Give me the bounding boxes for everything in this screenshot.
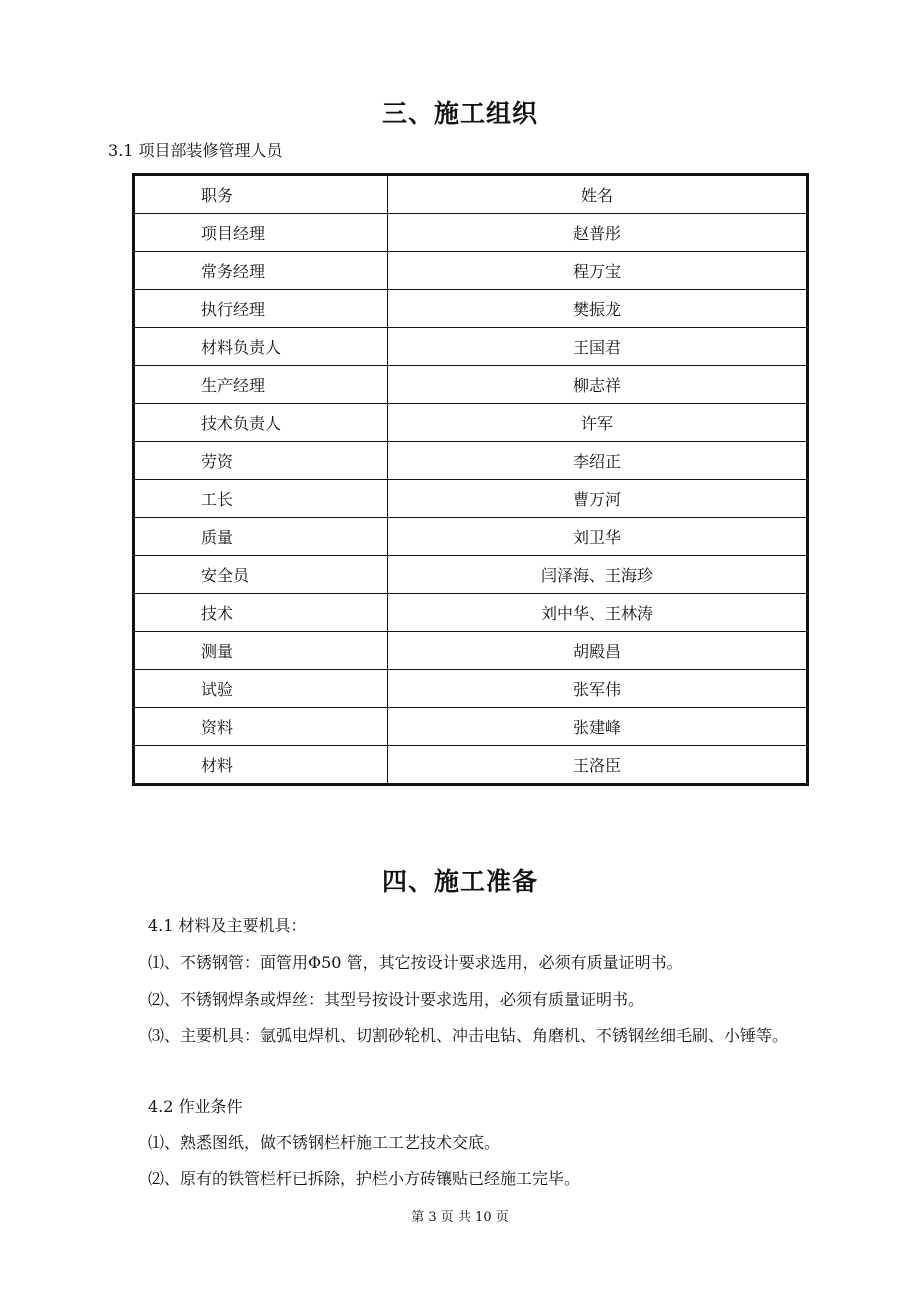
cell-position: 测量 (134, 632, 388, 670)
table-row (134, 708, 808, 746)
cell-position: 安全员 (134, 556, 388, 594)
cell-name: 程万宝 (388, 252, 808, 290)
table-row (134, 290, 808, 328)
cell-name: 王洛臣 (388, 746, 808, 785)
cell-position: 项目经理 (134, 214, 388, 252)
cell-name: 刘卫华 (388, 518, 808, 556)
cell-position: 技术 (134, 594, 388, 632)
cell-name: 刘中华、王林涛 (388, 594, 808, 632)
paragraph-welding-rod: ⑵、不锈钢焊条或焊丝：其型号按设计要求选用，必须有质量证明书。 (148, 990, 645, 1009)
cell-name: 张军伟 (388, 670, 808, 708)
cell-name: 闫泽海、王海珍 (388, 556, 808, 594)
cell-position: 资料 (134, 708, 388, 746)
table-row (134, 366, 808, 404)
cell-name: 许军 (388, 404, 808, 442)
table-row (134, 518, 808, 556)
cell-name: 李绍正 (388, 442, 808, 480)
paragraph-old-railing: ⑵、原有的铁管栏杆已拆除，护栏小方砖镶贴已经施工完毕。 (148, 1169, 581, 1188)
cell-name: 曹万河 (388, 480, 808, 518)
paragraph-4-2: 4.2 作业条件 (148, 1097, 243, 1116)
table-row (134, 594, 808, 632)
cell-position: 材料 (134, 746, 388, 785)
cell-name: 樊振龙 (388, 290, 808, 328)
cell-name: 张建峰 (388, 708, 808, 746)
section-4-title: 四、施工准备 (381, 867, 538, 896)
cell-name: 胡殿昌 (388, 632, 808, 670)
cell-position: 生产经理 (134, 366, 388, 404)
cell-name: 柳志祥 (388, 366, 808, 404)
table-row (134, 328, 808, 366)
table-row (134, 404, 808, 442)
paragraph-steel-pipe: ⑴、不锈钢管：面管用Φ50 管，其它按设计要求选用，必须有质量证明书。 (148, 953, 683, 972)
paragraph-main-tools: ⑶、主要机具：氩弧电焊机、切割砂轮机、冲击电钻、角磨机、不锈钢丝细毛刷、小锤等。 (148, 1026, 789, 1045)
cell-position: 执行经理 (134, 290, 388, 328)
header-position: 职务 (134, 175, 388, 214)
table-row (134, 556, 808, 594)
cell-position: 工长 (134, 480, 388, 518)
table-row (134, 670, 808, 708)
cell-position: 质量 (134, 518, 388, 556)
cell-position: 材料负责人 (134, 328, 388, 366)
table-row (134, 442, 808, 480)
paragraph-4-1: 4.1 材料及主要机具： (148, 916, 307, 935)
staff-table (132, 173, 809, 786)
cell-position: 试验 (134, 670, 388, 708)
table-row (134, 480, 808, 518)
paragraph-drawings: ⑴、熟悉图纸，做不锈钢栏杆施工工艺技术交底。 (148, 1133, 501, 1152)
table-row (134, 214, 808, 252)
cell-position: 劳资 (134, 442, 388, 480)
header-name: 姓名 (388, 175, 808, 214)
table-header-row (134, 175, 808, 214)
section-3-1-subtitle: 3.1 项目部装修管理人员 (108, 141, 283, 160)
section-3-title: 三、施工组织 (381, 99, 538, 128)
cell-name: 赵普彤 (388, 214, 808, 252)
table-row (134, 632, 808, 670)
table-row (134, 746, 808, 785)
page-footer: 第 3 页 共 10 页 (411, 1210, 509, 1225)
cell-name: 王国君 (388, 328, 808, 366)
cell-position: 技术负责人 (134, 404, 388, 442)
table-row (134, 252, 808, 290)
cell-position: 常务经理 (134, 252, 388, 290)
